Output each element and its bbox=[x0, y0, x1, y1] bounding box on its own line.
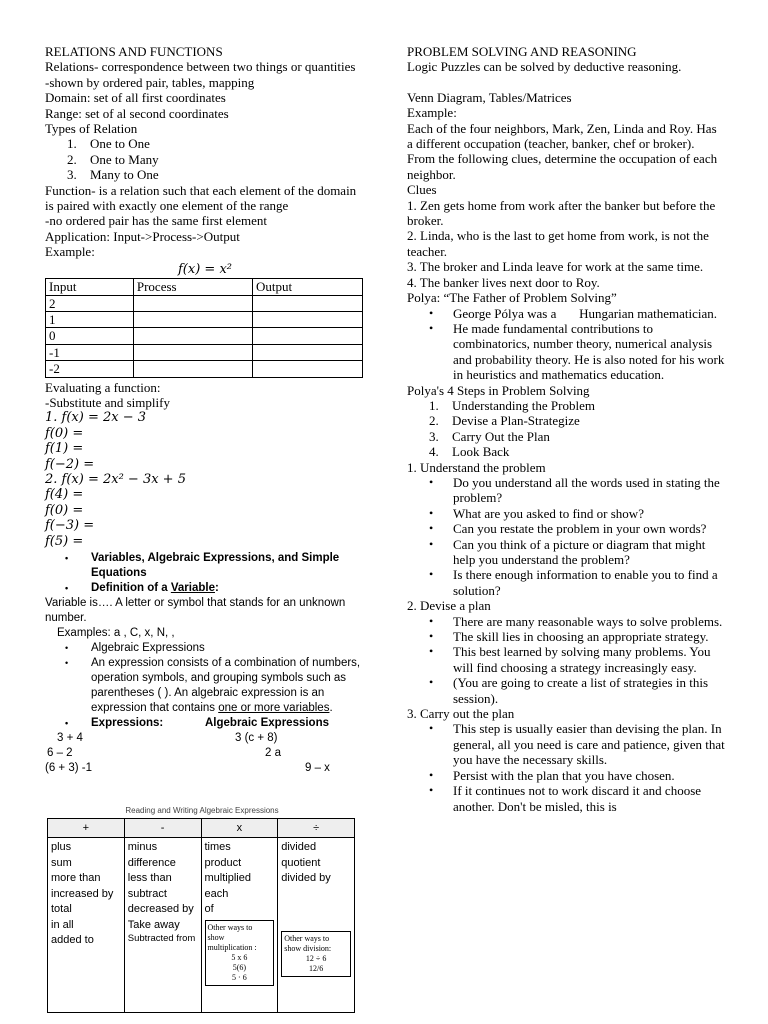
table-row: -2 bbox=[46, 361, 363, 377]
clues-title: Clues bbox=[407, 182, 437, 198]
polya-list bbox=[407, 306, 725, 383]
list-item: 3 + 4 3 (c + 8) bbox=[57, 732, 278, 744]
input-output-table bbox=[45, 278, 363, 377]
application: Application: Input->Process->Output bbox=[45, 228, 240, 244]
list-item: • George Pólya was a Hungarian mathematician. bbox=[429, 305, 718, 321]
variable-is: Variable is…. A letter or symbol that stands for an unknown number. bbox=[45, 597, 346, 624]
eval-line: f(−2) = bbox=[45, 456, 95, 472]
step2-list bbox=[407, 614, 725, 706]
table-row: -1 bbox=[46, 344, 363, 360]
relations-definition: Relations- correspondence between two things or quantities bbox=[45, 59, 356, 75]
list-item: 4. Look Back bbox=[429, 444, 510, 460]
polya-title: Polya: “The Father of Problem Solving” bbox=[407, 290, 617, 306]
clue: 1. Zen gets home from work after the banker but before the broker. bbox=[407, 197, 716, 229]
list-item: • Is there enough information to enable you to find a solution? bbox=[429, 567, 718, 598]
example-label: Example: bbox=[407, 105, 457, 121]
list-item: 3. Many to One bbox=[67, 167, 159, 183]
list-item: • Expressions: Algebraic Expressions bbox=[65, 717, 329, 729]
list-item: • (You are going to create a list of strategies in this session). bbox=[429, 675, 709, 706]
steps-list bbox=[407, 398, 725, 460]
function-definition: Function- is a relation such that each element of the domain is paired with exactly one element of the range bbox=[45, 182, 357, 214]
list-item: 2. One to Many bbox=[67, 151, 159, 167]
minus-words: minus difference less than subtract decreased by Take away Subtracted from bbox=[124, 838, 201, 1013]
list-item: (6 + 3) -1 9 – x bbox=[45, 762, 330, 774]
types-list bbox=[45, 136, 365, 182]
eval-line: f(5) = bbox=[45, 533, 84, 549]
range-definition: Range: set of al second coordinates bbox=[45, 105, 229, 121]
variables-section bbox=[45, 551, 365, 776]
list-item: • He made fundamental contributions to combinatorics, number theory, numerical analysis and probability theory. He is also noted for his work in heuristics and mathematics education. bbox=[429, 320, 725, 383]
list-item: • Algebraic Expressions bbox=[65, 642, 205, 654]
types-title: Types of Relation bbox=[45, 121, 138, 137]
step3-list bbox=[407, 721, 725, 813]
table-caption: Reading and Writing Algebraic Expressions bbox=[125, 806, 279, 815]
list-item: • Can you restate the problem in your own words? bbox=[429, 521, 707, 537]
list-item: • Do you understand all the words used in stating the problem? bbox=[429, 474, 720, 506]
list-item: • Can you think of a picture or diagram that might help you understand the problem? bbox=[429, 536, 706, 567]
venn-diagram: Venn Diagram, Tables/Matrices bbox=[407, 89, 572, 105]
eval-line: f(1) = bbox=[45, 441, 84, 457]
eval-line: f(0) = bbox=[45, 425, 84, 441]
example-formula: f(x) = x² bbox=[178, 261, 232, 277]
list-item: 2. Devise a Plan-Strategize bbox=[429, 413, 580, 429]
list-item: • What are you asked to find or show? bbox=[429, 505, 644, 521]
divide-words: divided quotient divided by Other ways to show division: 12 ÷ 6 12/6 bbox=[278, 838, 355, 1013]
plus-words: plus sum more than increased by total in all added to bbox=[48, 838, 125, 1013]
eval-line: 2. f(x) = 2x² − 3x + 5 bbox=[45, 471, 186, 487]
clue: 4. The banker lives next door to Roy. bbox=[407, 274, 600, 290]
table-row bbox=[48, 838, 355, 1013]
no-ordered-pair: -no ordered pair has the same first element bbox=[45, 213, 267, 229]
clue: 3. The broker and Linda leave for work at the same time. bbox=[407, 259, 704, 275]
evaluating-title: Evaluating a function: bbox=[45, 379, 161, 395]
steps-title: Polya's 4 Steps in Problem Solving bbox=[407, 382, 590, 398]
list-item: • Persist with the plan that you have chosen. bbox=[429, 767, 675, 783]
step1-title: 1. Understand the problem bbox=[407, 459, 546, 475]
eval-line: f(−3) = bbox=[45, 518, 95, 534]
table-header: x bbox=[201, 819, 278, 838]
list-item: 1. One to One bbox=[67, 136, 150, 152]
left-column bbox=[45, 44, 365, 776]
list-item: • Definition of a Variable: bbox=[65, 582, 219, 594]
relations-functions-title: RELATIONS AND FUNCTIONS bbox=[45, 44, 223, 59]
domain-definition: Domain: set of all first coordinates bbox=[45, 90, 226, 106]
table-header: Output bbox=[253, 279, 363, 295]
table-row: 0 bbox=[46, 328, 363, 344]
table-row: 2 bbox=[46, 295, 363, 311]
table-header: Process bbox=[133, 279, 252, 295]
clue: 2. Linda, who is the last to get home from work, is not the teacher. bbox=[407, 228, 709, 259]
table-row: 1 bbox=[46, 311, 363, 327]
table-header: + bbox=[48, 819, 125, 838]
examples: Examples: a , C, x, N, , bbox=[57, 627, 175, 639]
eval-line: f(4) = bbox=[45, 487, 84, 503]
list-item: • There are many reasonable ways to solve problems. bbox=[429, 613, 723, 629]
expression-examples bbox=[45, 731, 365, 776]
step2-title: 2. Devise a plan bbox=[407, 598, 491, 614]
eval-line: f(0) = bbox=[45, 502, 84, 518]
example-label: Example: bbox=[45, 244, 95, 260]
list-item: 6 – 2 2 a bbox=[47, 747, 281, 759]
shown-by: -shown by ordered pair, tables, mapping bbox=[45, 74, 255, 90]
list-item: • The skill lies in choosing an appropriate strategy. bbox=[429, 629, 709, 645]
list-item: 1. Understanding the Problem bbox=[429, 397, 595, 413]
division-note: Other ways to show division: 12 ÷ 6 12/6 bbox=[281, 931, 351, 977]
table-header: Input bbox=[46, 279, 134, 295]
step3-title: 3. Carry out the plan bbox=[407, 706, 515, 722]
list-item: • This step is usually easier than devising the plan. In general, all you need is care and patience, given that you have the necessary skills. bbox=[429, 721, 725, 768]
problem-solving-title: PROBLEM SOLVING AND REASONING bbox=[407, 44, 637, 59]
step1-list bbox=[407, 475, 725, 598]
logic-puzzles: Logic Puzzles can be solved by deductive reasoning. bbox=[407, 59, 682, 75]
from-clues: From the following clues, determine the occupation of each neighbor. bbox=[407, 151, 718, 182]
table-header: - bbox=[124, 819, 201, 838]
multiplication-note: Other ways to show multiplication : 5 x 6 5(6) 5 · 6 bbox=[205, 920, 275, 986]
list-item: • Variables, Algebraic Expressions, and Simple Equations bbox=[65, 552, 340, 579]
list-item: • This best learned by solving many problems. You will find choosing a strategy increasingly easy. bbox=[429, 644, 711, 675]
list-item: • If it continues not to work discard it and choose another. Don't be misled, this is bbox=[429, 783, 702, 814]
eval-line: 1. f(x) = 2x − 3 bbox=[45, 410, 147, 426]
algebraic-expressions-table bbox=[47, 806, 357, 1018]
times-words: times product multiplied each of Other ways to show multiplication : 5 x 6 5(6) 5 · 6 bbox=[201, 838, 278, 1013]
table-header: ÷ bbox=[278, 819, 355, 838]
substitute-simplify: -Substitute and simplify bbox=[45, 394, 170, 410]
list-item: 3. Carry Out the Plan bbox=[429, 428, 550, 444]
right-column bbox=[407, 44, 725, 814]
neighbors-text: Each of the four neighbors, Mark, Zen, Linda and Roy. Has a different occupation (teacher, banker, chef or broker). bbox=[407, 120, 717, 152]
list-item: • An expression consists of a combination of numbers, operation symbols, and grouping symbols such as parentheses ( ). An algebraic expression is an expression that contains one or more variables. bbox=[65, 657, 361, 714]
